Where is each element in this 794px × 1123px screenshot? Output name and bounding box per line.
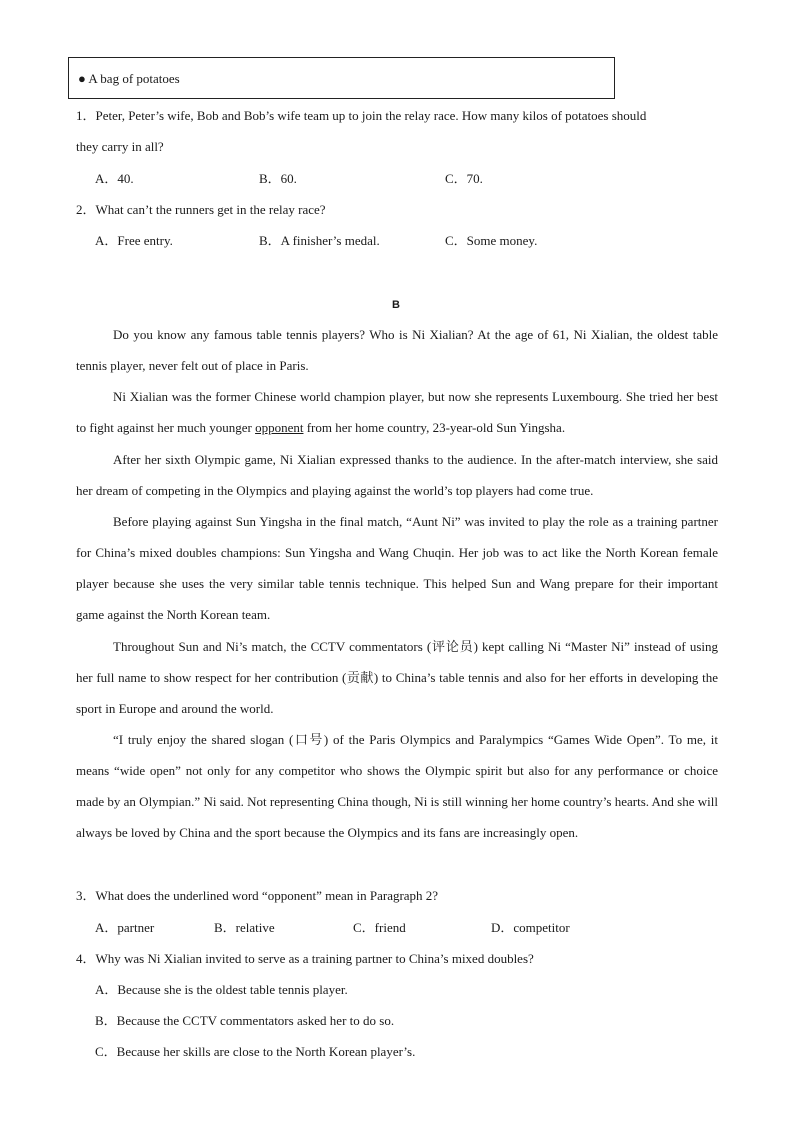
q2-option-b: B．A finisher’s medal. bbox=[259, 233, 380, 248]
q4-option-b: B．Because the CCTV commentators asked her to do so. bbox=[95, 1013, 395, 1028]
q4-option-a: A．Because she is the oldest table tennis player. bbox=[95, 982, 348, 997]
q3-option-d: D．competitor bbox=[491, 920, 570, 935]
article-paragraph-6: “I truly enjoy the shared slogan (口号) of the Paris Olympics and Paralympics “Games Wide Open”. To me, it means “wide open” not only for any competitor who shows the Olympic spirit but also for any performance or choice made by an Olympian.” Ni said. Not representing China though, Ni is still winning her home country’s hearts. And she will always be loved by China and the sport because the Olympics and its fans are increasingly open. bbox=[76, 732, 718, 840]
q4-option-c: C．Because her skills are close to the North Korean player’s. bbox=[95, 1044, 416, 1059]
q2-option-a: A．Free entry. bbox=[95, 233, 173, 248]
p2-text-after: from her home country, 23-year-old Sun Yingsha. bbox=[303, 420, 566, 435]
q1-stem-line1: 1．Peter, Peter’s wife, Bob and Bob’s wife team up to join the relay race. How many kilos of potatoes should bbox=[76, 108, 647, 123]
q3-stem: 3．What does the underlined word “opponent” mean in Paragraph 2? bbox=[76, 888, 439, 903]
article-paragraph-2 bbox=[76, 381, 718, 443]
q1-option-a: A．40. bbox=[95, 171, 134, 186]
q1-option-c: C．70. bbox=[445, 171, 483, 186]
p2-text-before: Ni Xialian was the former Chinese world champion player, but now she represents Luxembourg. She tried her best to fight against her much younger bbox=[76, 389, 718, 435]
box-title: ● A bag of potatoes bbox=[78, 71, 180, 86]
underlined-word-opponent: opponent bbox=[255, 420, 304, 435]
article-paragraph-3: After her sixth Olympic game, Ni Xialian expressed thanks to the audience. In the after-match interview, she said her dream of competing in the Olympics and playing against the world’s top players had come true. bbox=[76, 452, 718, 498]
q1-option-b: B．60. bbox=[259, 171, 297, 186]
q2-option-c: C．Some money. bbox=[445, 233, 538, 248]
q3-option-b: B．relative bbox=[214, 920, 275, 935]
q3-option-c: C．friend bbox=[353, 920, 406, 935]
q3-option-a: A．partner bbox=[95, 920, 155, 935]
section-b-heading: B bbox=[392, 299, 400, 311]
q2-stem: 2．What can’t the runners get in the relay race? bbox=[76, 202, 326, 217]
section-a-box bbox=[68, 57, 615, 99]
article-paragraph-4: Before playing against Sun Yingsha in the final match, “Aunt Ni” was invited to play the role as a training partner for China’s mixed doubles champions: Sun Yingsha and Wang Chuqin. Her job was to act like the North Korean female player because she uses the very similar table tennis technique. This helped Sun and Wang prepare for their important game against the North Korean team. bbox=[76, 514, 718, 622]
q1-stem-line2: they carry in all? bbox=[76, 139, 164, 154]
q4-stem: 4．Why was Ni Xialian invited to serve as a training partner to China’s mixed doubles? bbox=[76, 951, 534, 966]
article-paragraph-5: Throughout Sun and Ni’s match, the CCTV commentators (评论员) kept calling Ni “Master Ni” instead of using her full name to show respect for her contribution (贡献) to China’s table tennis and also for her efforts in developing the sport in Europe and around the world. bbox=[76, 639, 718, 716]
article-paragraph-1: Do you know any famous table tennis players? Who is Ni Xialian? At the age of 61, Ni Xialian, the oldest table tennis player, never felt out of place in Paris. bbox=[76, 327, 718, 373]
